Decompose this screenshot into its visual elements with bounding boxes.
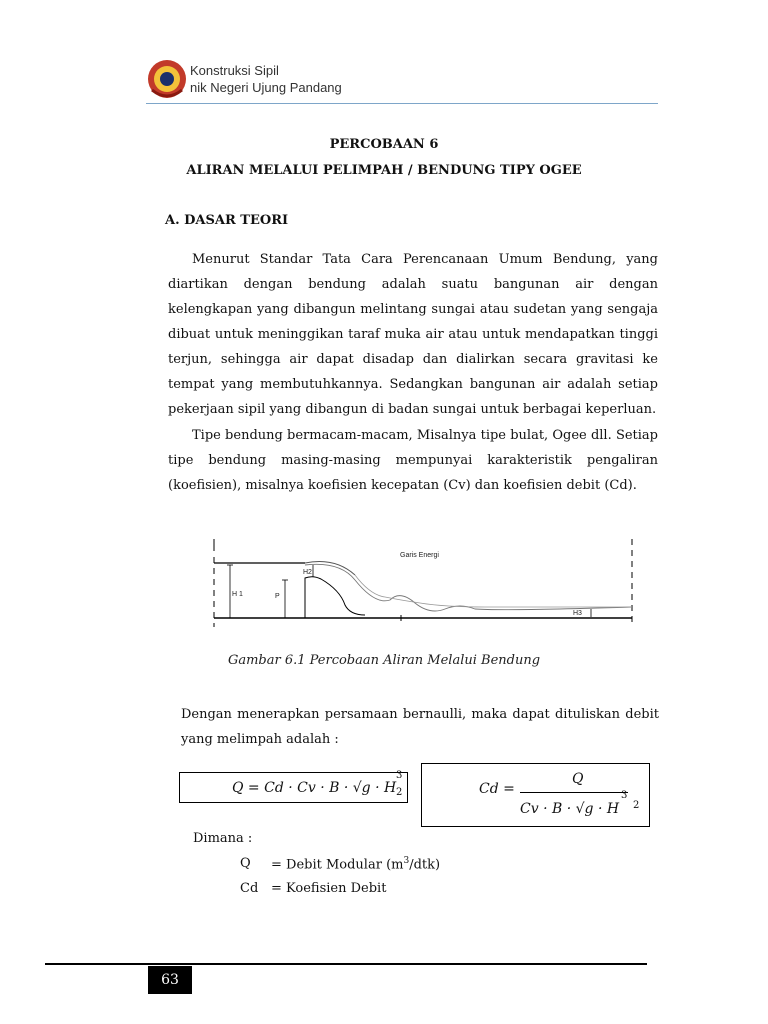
fraction-bar xyxy=(520,792,628,793)
footer-divider xyxy=(45,963,647,965)
chapter-title: PERCOBAAN 6 xyxy=(329,137,439,152)
section-heading: A. DASAR TEORI xyxy=(165,213,289,228)
discharge-formula: Q = Cd · Cv · B · √g · H xyxy=(232,780,397,796)
discharge-formula-box xyxy=(179,772,408,803)
header-divider xyxy=(146,103,658,104)
paragraph-1 xyxy=(168,247,658,422)
page-number: 63 xyxy=(148,966,192,994)
cd-exponent-denominator: 2 xyxy=(633,800,640,811)
definition-q-body: = Debit Modular (m xyxy=(271,857,404,873)
chapter-subtitle: ALIRAN MELALUI PELIMPAH / BENDUNG TIPY OGEE xyxy=(186,163,582,178)
formula-intro: Dengan menerapkan persamaan bernaulli, maka dapat dituliskan debit yang melimpah adalah : xyxy=(181,707,659,747)
definition-q-tail: /dtk) xyxy=(409,857,441,873)
figure-caption: Gambar 6.1 Percobaan Aliran Melalui Bendung xyxy=(227,653,541,668)
definition-symbol-cd: Cd xyxy=(240,881,259,896)
energy-line-label: Garis Energi xyxy=(400,552,439,559)
exponent-numerator: 3 xyxy=(396,770,403,781)
header-subtitle: nik Negeri Ujung Pandang xyxy=(190,80,342,95)
cd-formula-box xyxy=(421,763,650,827)
exponent-denominator: 2 xyxy=(396,787,403,798)
header-title: Konstruksi Sipil xyxy=(190,63,279,78)
paragraph-1-text: Menurut Standar Tata Cara Perencanaan Umum Bendung, yang diartikan dengan bendung adalah suatu bangunan air dengan kelengkapan yang dibangun melintang sungai atau sudetan yang sengaja dibuat untuk meninggikan taraf muka air atau untuk mendapatkan tinggi terjun, sehingga air dapat disadap dan dialirkan secara gravitasi ke tempat yang membutuhkannya. Sedangkan bangunan air adalah setiap pekerjaan sipil yang dibangun di badan sungai untuk berbagai keperluan. xyxy=(168,252,658,417)
definition-text-cd: = Koefisien Debit xyxy=(271,881,387,896)
cd-denominator: Cv · B · √g · H xyxy=(520,801,620,817)
definition-symbol-q: Q xyxy=(240,856,251,871)
logo xyxy=(146,58,188,100)
h2-label: H2 xyxy=(303,569,312,576)
p-label: P xyxy=(275,593,280,600)
cd-exponent-numerator: 3 xyxy=(621,790,628,801)
weir-diagram xyxy=(205,535,645,630)
paragraph-2 xyxy=(168,423,658,498)
cd-lhs: Cd = xyxy=(479,781,515,797)
h3-label: H3 xyxy=(573,610,582,617)
cd-numerator: Q xyxy=(572,771,584,787)
h1-label: H 1 xyxy=(232,591,243,598)
definition-q-sup: 3 xyxy=(403,856,410,866)
definition-text-q xyxy=(271,856,440,872)
where-label: Dimana : xyxy=(193,831,253,846)
paragraph-2-text: Tipe bendung bermacam-macam, Misalnya tipe bulat, Ogee dll. Setiap tipe bendung masing-masing mempunyai karakteristik pengaliran (koefisien), misalnya koefisien kecepatan (Cv) dan koefisien debit (Cd). xyxy=(168,428,658,493)
